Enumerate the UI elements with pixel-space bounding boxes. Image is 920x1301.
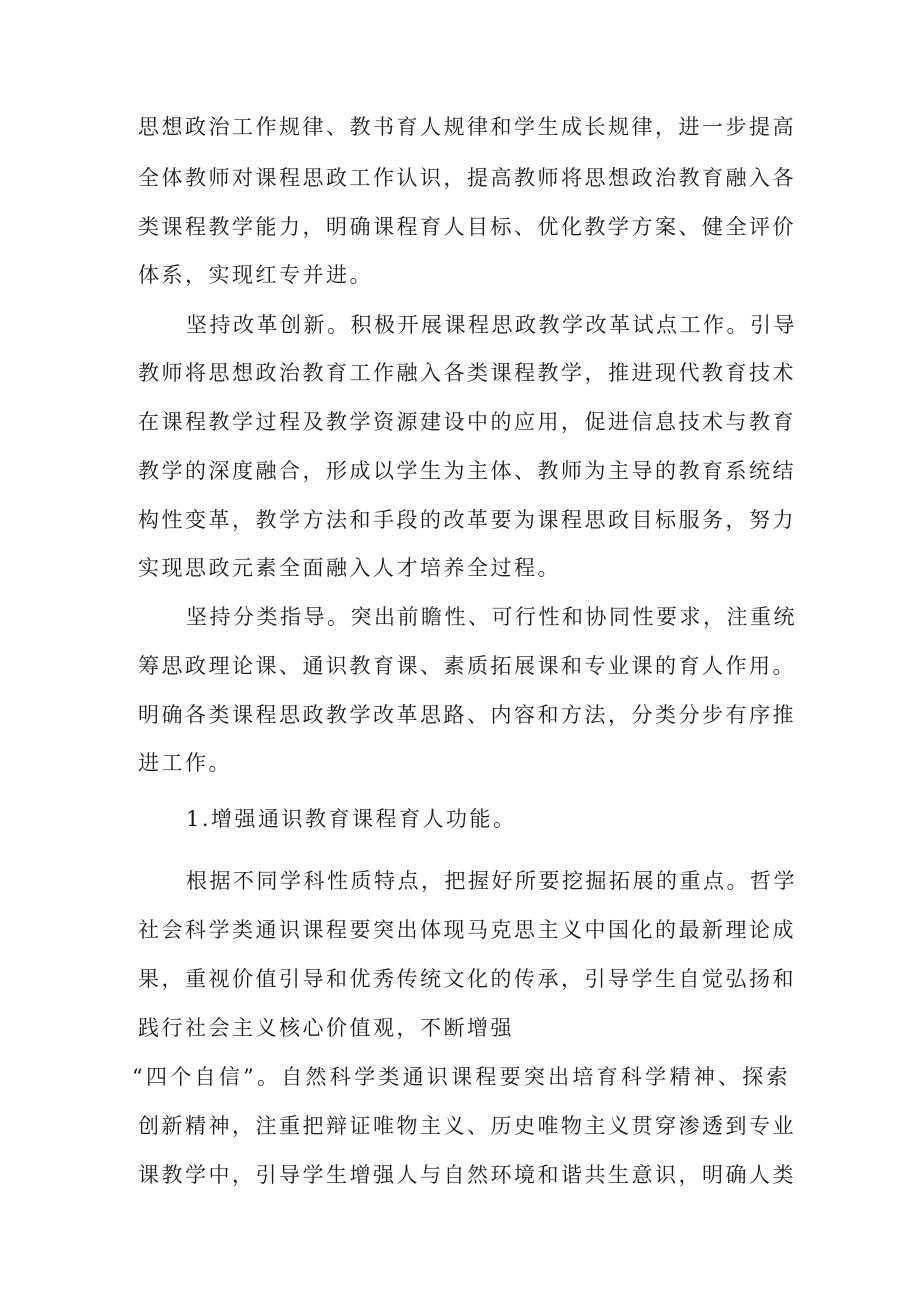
paragraph-start: 根据不同学科性质特点，把握好所要挖掘拓展的重点。哲学: [186, 869, 797, 893]
text-line: 思想政治工作规律、教书育人规律和学生成长规律，进一步提高: [138, 115, 796, 139]
text-line: 类课程教学能力，明确课程育人目标、优化教学方案、健全评价: [138, 215, 796, 239]
text-line: 实现思政元素全面融入人才培养全过程。: [138, 556, 561, 580]
paragraph-heading-classified-guidance: 坚持分类指导。突出前瞻性、可行性和协同性要求，注重统: [186, 605, 797, 629]
text-line: 教师将思想政治教育工作融入各类课程教学，推进现代教育技术: [138, 361, 796, 385]
text-line: 在课程教学过程及教学资源建设中的应用，促进信息技术与教育: [138, 410, 796, 434]
section-heading: 1.增强通识教育课程育人功能。: [186, 807, 517, 831]
text-line: 明确各类课程思政教学改革思路、内容和方法，分类分步有序推: [138, 703, 796, 727]
text-line: 果，重视价值引导和优秀传统文化的传承，引导学生自觉弘扬和: [138, 967, 796, 991]
text-line: 体系，实现红专并进。: [138, 263, 373, 287]
text-line: 教学的深度融合，形成以学生为主体、教师为主导的教育系统结: [138, 459, 796, 483]
text-line: 课教学中，引导学生增强人与自然环境和谐共生意识，明确人类: [138, 1163, 796, 1187]
text-line: 进工作。: [138, 751, 232, 775]
text-line: 创新精神，注重把辩证唯物主义、历史唯物主义贯穿渗透到专业: [138, 1114, 796, 1138]
text-line: 社会科学类通识课程要突出体现马克思主义中国化的最新理论成: [138, 918, 796, 942]
text-line: 全体教师对课程思政工作认识，提高教师将思想政治教育融入各: [138, 166, 796, 190]
text-line: 践行社会主义核心价值观，不断增强: [138, 1016, 514, 1040]
text-line: 筹思政理论课、通识教育课、素质拓展课和专业课的育人作用。: [138, 654, 796, 678]
text-line: 构性变革，教学方法和手段的改革要为课程思政目标服务，努力: [138, 508, 796, 532]
paragraph-heading-reform-innovation: 坚持改革创新。积极开展课程思政教学改革试点工作。引导: [186, 313, 797, 337]
text-line: “四个自信”。自然科学类通识课程要突出培育科学精神、探索: [132, 1065, 790, 1089]
